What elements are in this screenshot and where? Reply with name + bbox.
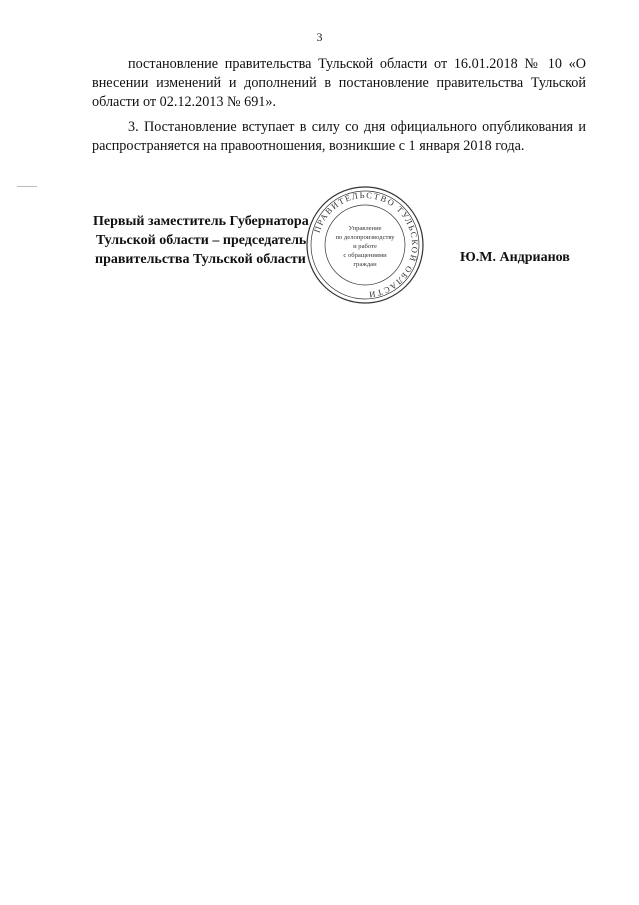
signer-title-line-2: Тульской области – председатель <box>96 233 307 248</box>
page-number: 3 <box>316 30 323 44</box>
signer-title-line-1: Первый заместитель Губернатора <box>93 214 309 229</box>
official-stamp <box>305 185 425 305</box>
stamp-center-line-1: Управление <box>348 225 382 232</box>
paragraph-1: постановление правительства Тульской области от 16.01.2018 № 10 «О внесении изменений и дополнений в постановление правительства Тульской области от 02.12.2013 № 691». <box>92 56 586 110</box>
stamp-center-line-5: граждан <box>353 261 377 268</box>
stamp-ring-text: ПРАВИТЕЛЬСТВО ТУЛЬСКОЙ ОБЛАСТИ <box>311 189 421 301</box>
stamp-center-line-3: и работе <box>353 243 377 250</box>
stamp-center-line-2: по делопроизводству <box>335 234 395 241</box>
scan-mark <box>17 186 37 187</box>
signer-title <box>93 212 333 269</box>
signer-title-line-3: правительства Тульской области <box>95 252 306 267</box>
paragraph-2: 3. Постановление вступает в силу со дня официального опубликования и распространяется на правоотношения, возникшие с 1 января 2018 года. <box>92 119 586 154</box>
stamp-center-line-4: с обращениями <box>343 252 387 259</box>
signatory-name: Ю.М. Андрианов <box>460 250 570 265</box>
